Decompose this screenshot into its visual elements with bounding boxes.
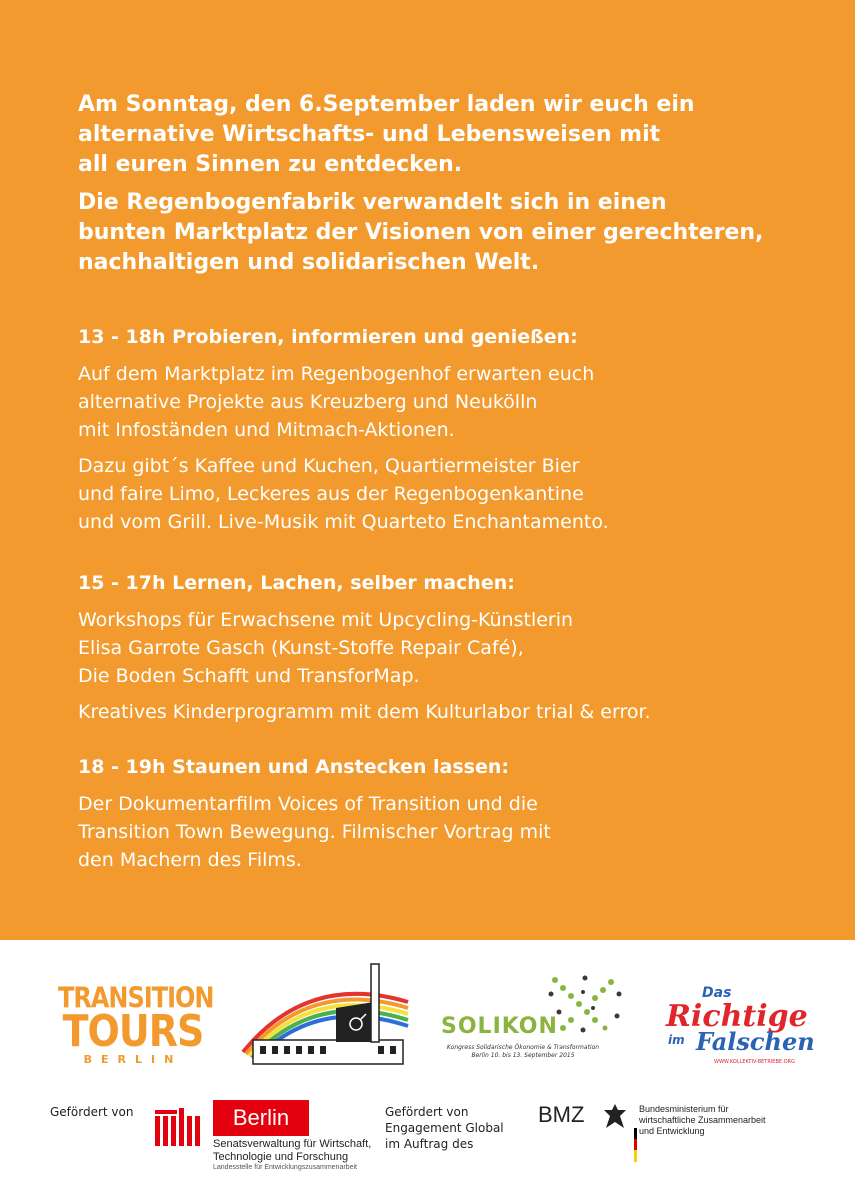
text-line: Auf dem Marktplatz im Regenbogenhof erwarten euch [78, 363, 595, 385]
section-paragraph [78, 698, 818, 726]
intro-text [78, 90, 818, 286]
text-line: Gefördert von [385, 1105, 469, 1119]
bmz-wordmark: BMZ [538, 1102, 585, 1127]
federal-eagle-icon [602, 1102, 628, 1132]
logo-text: TRANSITION [58, 981, 214, 1015]
program-section-2 [78, 570, 818, 734]
text-line: Transition Town Bewegung. Filmischer Vortrag mit [78, 821, 551, 843]
solikon-wordmark: SOLIKON [441, 1014, 558, 1039]
german-flag-icon [634, 1128, 637, 1162]
funded-by-label: Gefördert von [50, 1105, 134, 1119]
text-line: mit Infoständen und Mitmach-Aktionen. [78, 419, 455, 441]
text-line: Die Boden Schafft und TransforMap. [78, 665, 420, 687]
text-line: Der Dokumentarfilm Voices of Transition und die [78, 793, 538, 815]
das-richtige-im-falschen-logo [662, 985, 815, 1070]
text-line: und Entwicklung [639, 1126, 705, 1136]
section-heading: 15 - 17h Lernen, Lachen, selber machen: [78, 572, 515, 594]
text-line: den Machern des Films. [78, 849, 302, 871]
text-line: Die Regenbogenfabrik verwandelt sich in einen [78, 190, 667, 215]
berlin-senate-logo [155, 1100, 375, 1170]
text-line: Bundesministerium für [639, 1104, 729, 1114]
text-line: alternative Wirtschafts- und Lebensweisen mit [78, 122, 661, 147]
program-section-1 [78, 324, 818, 544]
section-paragraph [78, 606, 818, 690]
text-line: und vom Grill. Live-Musik mit Quarteto Enchantamento. [78, 511, 609, 533]
berlin-subunit: Landesstelle für Entwicklungszusammenarbeit [213, 1164, 357, 1171]
text-line: im Auftrag des [385, 1137, 474, 1151]
text-line: alternative Projekte aus Kreuzberg und Neukölln [78, 391, 538, 413]
text-line: Am Sonntag, den 6.September laden wir euch ein [78, 92, 695, 117]
bmz-logo [538, 1100, 798, 1170]
section-paragraph [78, 360, 818, 444]
berlin-bear-bars-icon [155, 1106, 211, 1146]
text-line: nachhaltigen und solidarischen Welt. [78, 250, 540, 275]
logo-text: Richtige [666, 999, 808, 1034]
bmz-fullname [639, 1104, 799, 1137]
section-paragraph [78, 452, 818, 536]
text-line: bunten Marktplatz der Visionen von einer gerechteren, [78, 220, 764, 245]
berlin-department: Senatsverwaltung für Wirtschaft, Technologie und Forschung [213, 1138, 372, 1163]
logo-url: WWW.KOLLEKTIV-BETRIEBE.ORG [714, 1059, 795, 1065]
text-line: Kreatives Kinderprogramm mit dem Kulturlabor trial & error. [78, 701, 651, 723]
text-line: Engagement Global [385, 1121, 504, 1135]
text-line: Workshops für Erwachsene mit Upcycling-Künstlerin [78, 609, 574, 631]
berlin-wordmark: Berlin [213, 1100, 309, 1136]
text-line: all euren Sinnen zu entdecken. [78, 152, 463, 177]
logo-text: Falschen [696, 1027, 815, 1056]
logo-text: im [668, 1033, 685, 1047]
logo-text: TOURS [62, 1005, 204, 1057]
solikon-subtitle: Kongress Solidarische Ökonomie & Transformation Berlin 10. bis 13. September 2015 [446, 1044, 600, 1059]
solikon-logo [435, 972, 635, 1067]
program-section-3 [78, 754, 818, 882]
text-line: Elisa Garrote Gasch (Kunst-Stoffe Repair Café), [78, 637, 524, 659]
text-line: wirtschaftliche Zusammenarbeit [639, 1115, 766, 1125]
transition-tours-logo [58, 981, 214, 1066]
section-paragraph [78, 790, 818, 874]
text-line: Dazu gibt´s Kaffee und Kuchen, Quartiermeister Bier [78, 455, 580, 477]
section-heading: 13 - 18h Probieren, informieren und genießen: [78, 326, 578, 348]
intro-paragraph-1 [78, 90, 818, 180]
regenbogenfabrik-logo [238, 962, 413, 1067]
section-heading: 18 - 19h Staunen und Anstecken lassen: [78, 756, 509, 778]
logo-text: BERLIN [83, 1053, 183, 1066]
intro-paragraph-2 [78, 188, 818, 278]
logo-text: Das [702, 985, 732, 1001]
text-line: und faire Limo, Leckeres aus der Regenbogenkantine [78, 483, 584, 505]
engagement-global-label [385, 1104, 504, 1152]
